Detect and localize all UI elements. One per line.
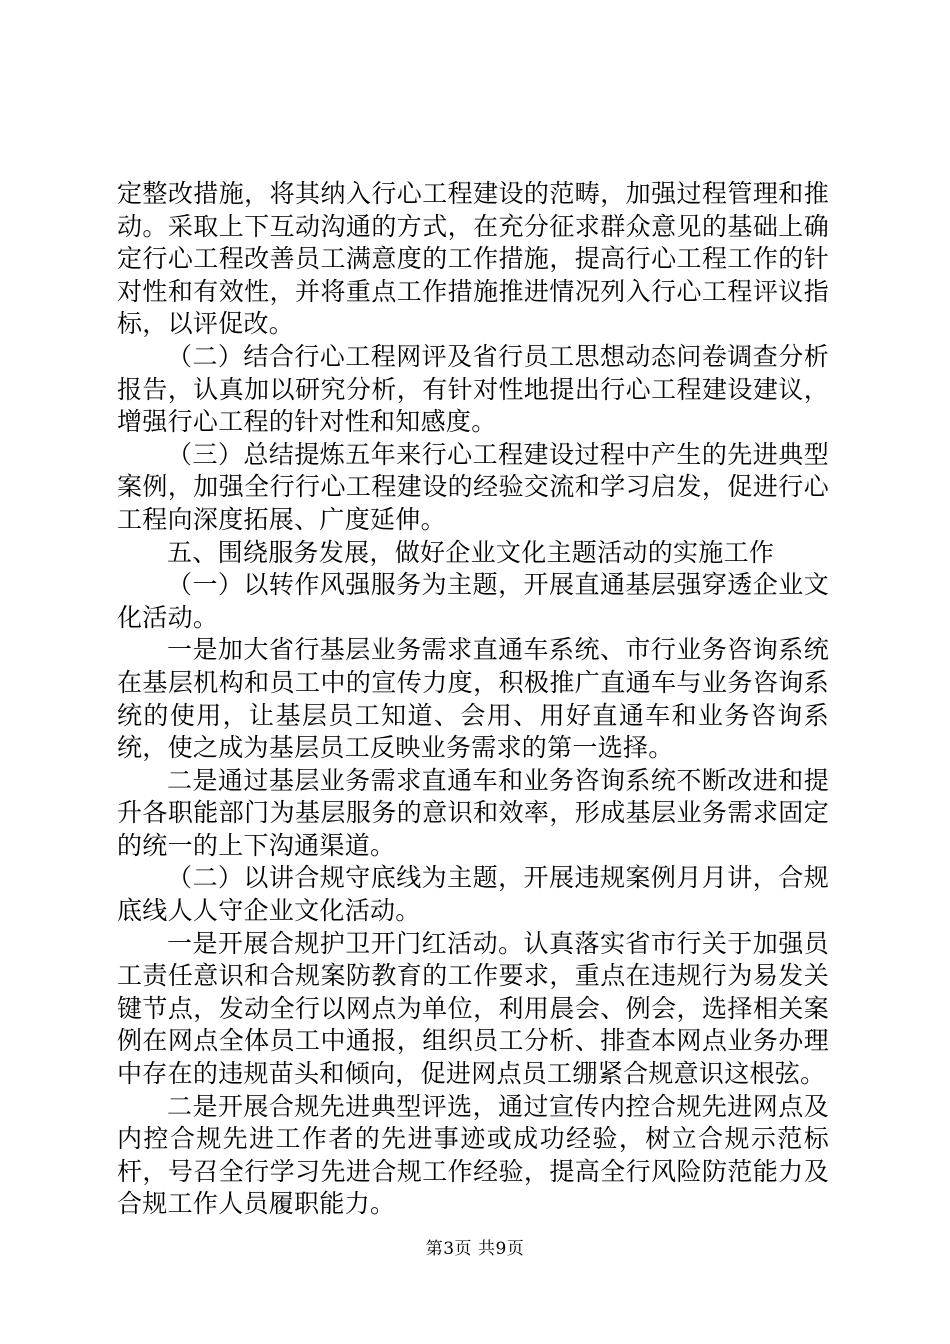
- paragraph: （三）总结提炼五年来行心工程建设过程中产生的先进典型案例，加强全行行心工程建设的经验交流和学习启发，促进行心工程向深度拓展、广度延伸。: [117, 439, 829, 534]
- paragraph: 二是通过基层业务需求直通车和业务咨询系统不断改进和提升各职能部门为基层服务的意识和效率，形成基层业务需求固定的统一的上下沟通渠道。: [117, 765, 829, 860]
- paragraph: （二）结合行心工程网评及省行员工思想动态问卷调查分析报告，认真加以研究分析，有针对性地提出行心工程建设建议，增强行心工程的针对性和知感度。: [117, 341, 829, 437]
- section-heading: 五、围绕服务发展，做好企业文化主题活动的实施工作: [167, 537, 775, 567]
- paragraph: 定整改措施，将其纳入行心工程建设的范畴，加强过程管理和推动。采取上下互动沟通的方式，在充分征求群众意见的基础上确定行心工程改善员工满意度的工作措施，提高行心工程工作的针对性和有效性，并将重点工作措施推进情况列入行心工程评议指标，以评促改。: [117, 179, 829, 339]
- paragraph: 一是开展合规护卫开门红活动。认真落实省市行关于加强员工责任意识和合规案防教育的工作要求，重点在违规行为易发关键节点，发动全行以网点为单位，利用晨会、例会，选择相关案例在网点全体员工中通报，组织员工分析、排查本网点业务办理中存在的违规苗头和倾向，促进网点员工绷紧合规意识这根弦。: [117, 928, 829, 1089]
- page-number-footer: 第3页 共9页: [425, 1239, 525, 1259]
- paragraph: （二）以讲合规守底线为主题，开展违规案例月月讲，合规底线人人守企业文化活动。: [117, 863, 829, 926]
- paragraph: （一）以转作风强服务为主题，开展直通基层强穿透企业文化活动。: [117, 570, 829, 632]
- paragraph: 一是加大省行基层业务需求直通车系统、市行业务咨询系统在基层机构和员工中的宣传力度，积极推广直通车与业务咨询系统的使用，让基层员工知道、会用、用好直通车和业务咨询系统，使之成为基层员工反映业务需求的第一选择。: [117, 635, 829, 763]
- paragraph: 二是开展合规先进典型评选，通过宣传内控合规先进网点及内控合规先进工作者的先进事迹或成功经验，树立合规示范标杆，号召全行学习先进合规工作经验，提高全行风险防范能力及合规工作人员履职能力。: [117, 1091, 829, 1219]
- document-body: [117, 178, 829, 1221]
